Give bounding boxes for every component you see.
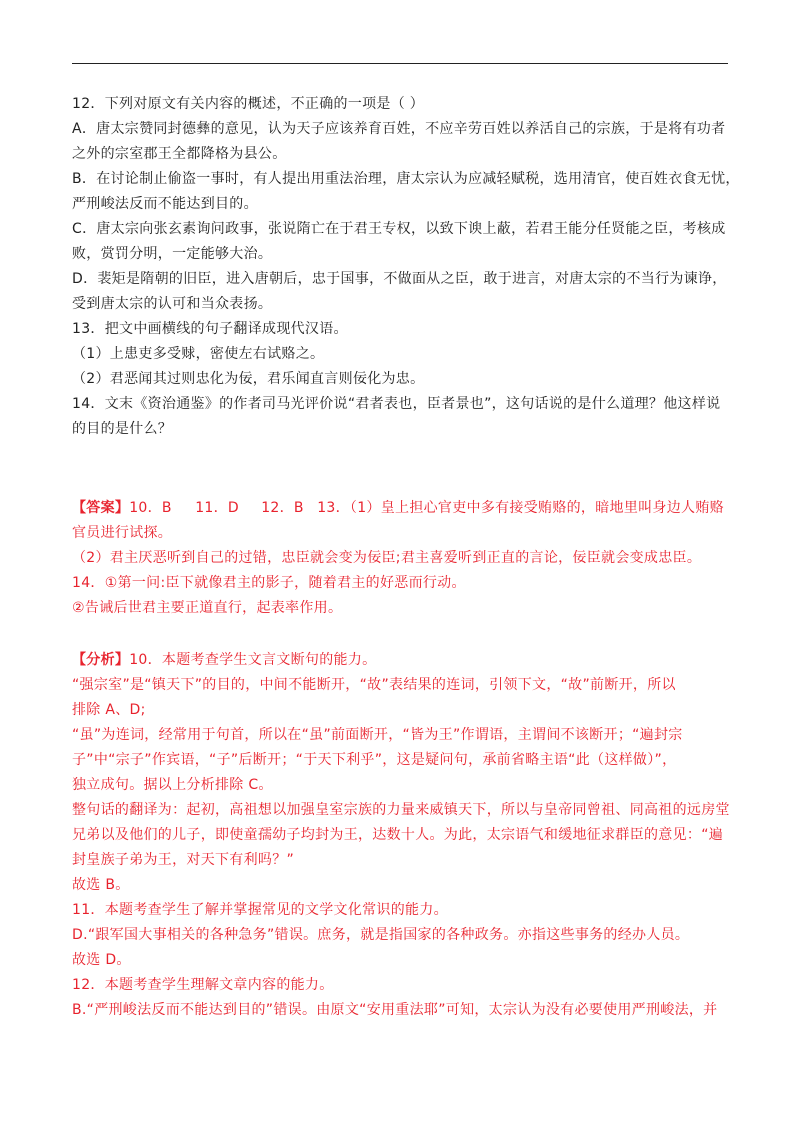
q12-option-d-line2: 受到唐太宗的认可和当众表扬。 [72,296,273,312]
analysis-line: B.“严刑峻法反而不能达到目的”错误。由原文“安用重法耶”可知，太宗认为没有必要使用严刑峻法，并 [72,1002,718,1018]
q12-option-c-line1: C．唐太宗向张玄素询问政事，张说隋亡在于君王专权，以致下谀上蔽，若君王能分任贤能之臣，考核成 [72,221,726,237]
analysis-line: 11．本题考查学生了解并掌握常见的文学文化常识的能力。 [72,902,448,918]
analysis-line: 兄弟以及他们的儿子，即使童孺幼子均封为王，达数十人。为此，太宗语气和缓地征求群臣的意见：“遍 [72,827,724,843]
answer-11: 11．D [195,500,239,516]
q13-item-2: （2）君恶闻其过则忠化为佞，君乐闻直言则佞化为忠。 [72,371,425,387]
analysis-line: 12．本题考查学生理解文章内容的能力。 [72,977,334,993]
q14-line-2: 的目的是什么？ [72,421,173,437]
analysis-label: 【分析】 [72,652,130,668]
analysis-line: 排除 A、D; [72,702,146,718]
section-spacer-2 [72,621,730,648]
q12-option-d-line1: D．裴矩是隋朝的旧臣，进入唐朝后，忠于国事，不做面从之臣，敢于进言，对唐太宗的不当行为谏诤， [72,271,727,287]
q12-stem: 12．下列对原文有关内容的概述，不正确的一项是（ ） [72,96,425,112]
answer-13-first: 13．（1）皇上担心官吏中多有接受贿赂的，暗地里叫身边人贿赂 [317,500,724,516]
analysis-line: 整句话的翻译为：起初，高祖想以加强皇室宗族的力量来威镇天下，所以与皇帝同曾祖、同高祖的远房堂 [72,802,730,818]
analysis-line: 子”中“宗子”作宾语，“子”后断开；“于天下利乎”，这是疑问句，承前省略主语“此（这样做）”， [72,752,677,768]
analysis-line: “强宗室”是“镇天下”的目的，中间不能断开，“故”表结果的连词，引领下文，“故”前断开，所以 [72,677,676,693]
q12-option-b-line1: B．在讨论制止偷盗一事时，有人提出用重法治理，唐太宗认为应减轻赋税，选用清官，使百姓衣食无忧， [72,171,740,187]
answer-14-part1: 14．①第一问:臣下就像君主的影子，随着君主的好恶而行动。 [72,575,466,591]
q13-item-1: （1）上患吏多受赇，密使左右试赂之。 [72,346,325,362]
header-rule [72,63,728,64]
analysis-line: 封皇族子弟为王，对天下有利吗？” [72,852,295,868]
q13-stem: 13．把文中画横线的句子翻译成现代汉语。 [72,321,348,337]
answer-label: 【答案】 [72,500,130,516]
answer-12: 12．B [261,500,304,516]
q12-option-c-line2: 败，赏罚分明，一定能够大治。 [72,246,273,262]
analysis-line: “虽”为连词，经常用于句首，所以在“虽”前面断开，“皆为王”作谓语，主谓间不该断开；“遍封宗 [72,727,683,743]
analysis-line: D.“跟军国大事相关的各种急务”错误。庶务，就是指国家的各种政务。亦指这些事务的经办人员。 [72,927,690,943]
q12-option-a-line1: A．唐太宗赞同封德彝的意见，认为天子应该养育百姓，不应辛劳百姓以养活自己的宗族，于是将有功者 [72,121,726,137]
analysis-line: 故选 B。 [72,877,130,893]
analysis-line: 故选 D。 [72,952,131,968]
q14-line-1: 14．文末《资治通鉴》的作者司马光评价说“君者表也，臣者景也”，这句话说的是什么道理？他这样说 [72,396,721,412]
analysis-first-line [72,648,730,673]
document-body [72,92,740,1023]
analysis-10-intro: 10．本题考查学生文言文断句的能力。 [129,652,377,668]
section-spacer [72,442,730,496]
answer-14-part2: ②告诫后世君主要正道直行，起表率作用。 [72,600,343,616]
answer-13-part2: （2）君主厌恶听到自己的过错，忠臣就会变为佞臣;君主喜爱听到正直的言论，佞臣就会变成忠臣。 [72,550,702,566]
q12-option-a-line2: 之外的宗室郡王全都降格为县公。 [72,146,287,162]
analysis-line: 独立成句。据以上分析排除 C。 [72,777,273,793]
answer-13-continued: 官员进行试探。 [72,525,173,541]
answer-10: 10．B [129,500,172,516]
answer-row [72,496,730,521]
q12-option-b-line2: 严刑峻法反而不能达到目的。 [72,196,258,212]
